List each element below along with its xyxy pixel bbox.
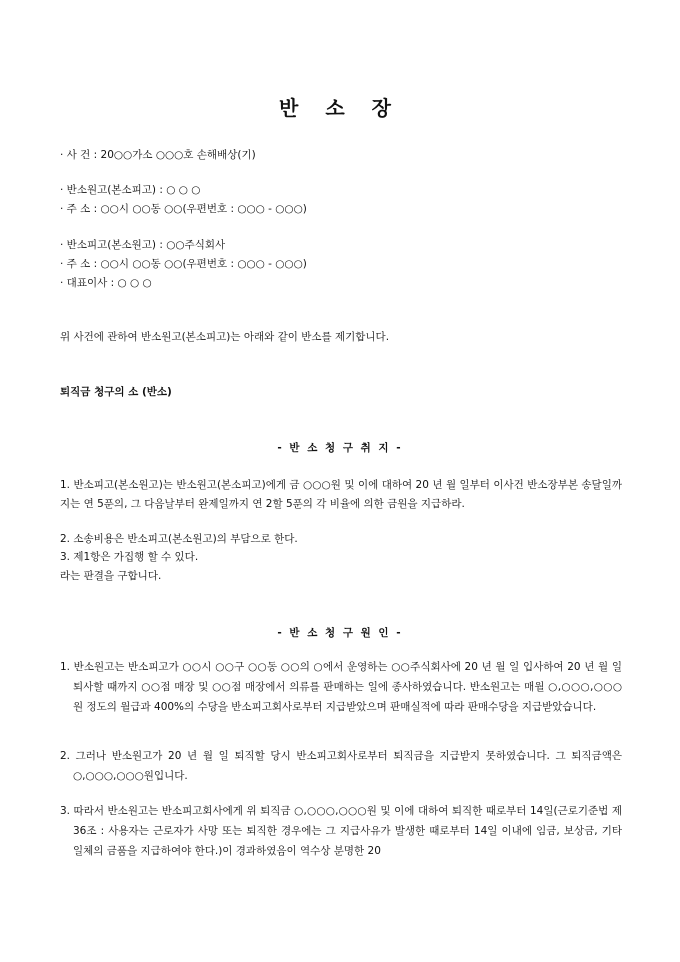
counter-plaintiff: · 반소원고(본소피고) : ○ ○ ○ xyxy=(60,184,201,196)
representative: · 대표이사 : ○ ○ ○ xyxy=(60,277,152,289)
counter-defendant-address: · 주 소 : ○○시 ○○동 ○○(우편번호 : ○○○ - ○○○) xyxy=(60,258,307,270)
purpose-heading: - 반 소 청 구 취 지 - xyxy=(277,442,403,454)
document-title: 반 소 장 xyxy=(279,96,401,120)
cause-item-2: 2. 그러나 반소원고가 20 년 월 일 퇴직할 당시 반소피고회사로부터 퇴직금을 지급받지 못하였습니다. 그 퇴직금액은 ○,○○○,○○○원입니다. xyxy=(60,750,622,782)
claim-name: 퇴직금 청구의 소 (반소) xyxy=(60,386,172,398)
case-number: · 사 건 : 20○○가소 ○○○호 손해배상(기) xyxy=(60,149,256,161)
cause-heading: - 반 소 청 구 원 인 - xyxy=(277,627,403,639)
purpose-item-1: 1. 반소피고(본소원고)는 반소원고(본소피고)에게 금 ○○○원 및 이에 대하여 20 년 월 일부터 이사건 반소장부본 송달일까지는 연 5푼의, 그 다음날부터 완제일까지 연 2할 5푼의 각 비율에 의한 금원을 지급하라. xyxy=(60,479,622,510)
purpose-closing: 라는 판결을 구합니다. xyxy=(60,570,162,582)
cause-item-1: 1. 반소원고는 반소피고가 ○○시 ○○구 ○○동 ○○의 ○에서 운영하는 ○○주식회사에 20 년 월 일 입사하여 20 년 월 일 퇴사할 때까지 ○○점 매장 및 ○○점 매장에서 의류를 판매하는 일에 종사하였습니다. 반소원고는 매월 ○,○○○,○○○원 정도의 월급과 400%의 수당을 반소피고회사로부터 지급받았으며 판매실적에 따라 판매수당을 지급받았습니다. xyxy=(60,661,622,713)
intro-text: 위 사건에 관하여 반소원고(본소피고)는 아래와 같이 반소를 제기합니다. xyxy=(60,331,390,343)
counter-plaintiff-address: · 주 소 : ○○시 ○○동 ○○(우편번호 : ○○○ - ○○○) xyxy=(60,203,307,215)
purpose-item-3: 3. 제1항은 가집행 할 수 있다. xyxy=(60,551,199,563)
counter-defendant: · 반소피고(본소원고) : ○○주식회사 xyxy=(60,239,226,251)
purpose-item-2: 2. 소송비용은 반소피고(본소원고)의 부담으로 한다. xyxy=(60,533,298,545)
cause-item-3: 3. 따라서 반소원고는 반소피고회사에게 위 퇴직금 ○,○○○,○○○원 및 이에 대하여 퇴직한 때로부터 14일(근로기준법 제36조 : 사용자는 근로자가 사망 또는 퇴직한 경우에는 그 지급사유가 발생한 때로부터 14일 이내에 임금, 보상금, 기타 일체의 금품을 지급하여야 한다.)이 경과하였음이 역수상 분명한 20 xyxy=(60,805,622,857)
